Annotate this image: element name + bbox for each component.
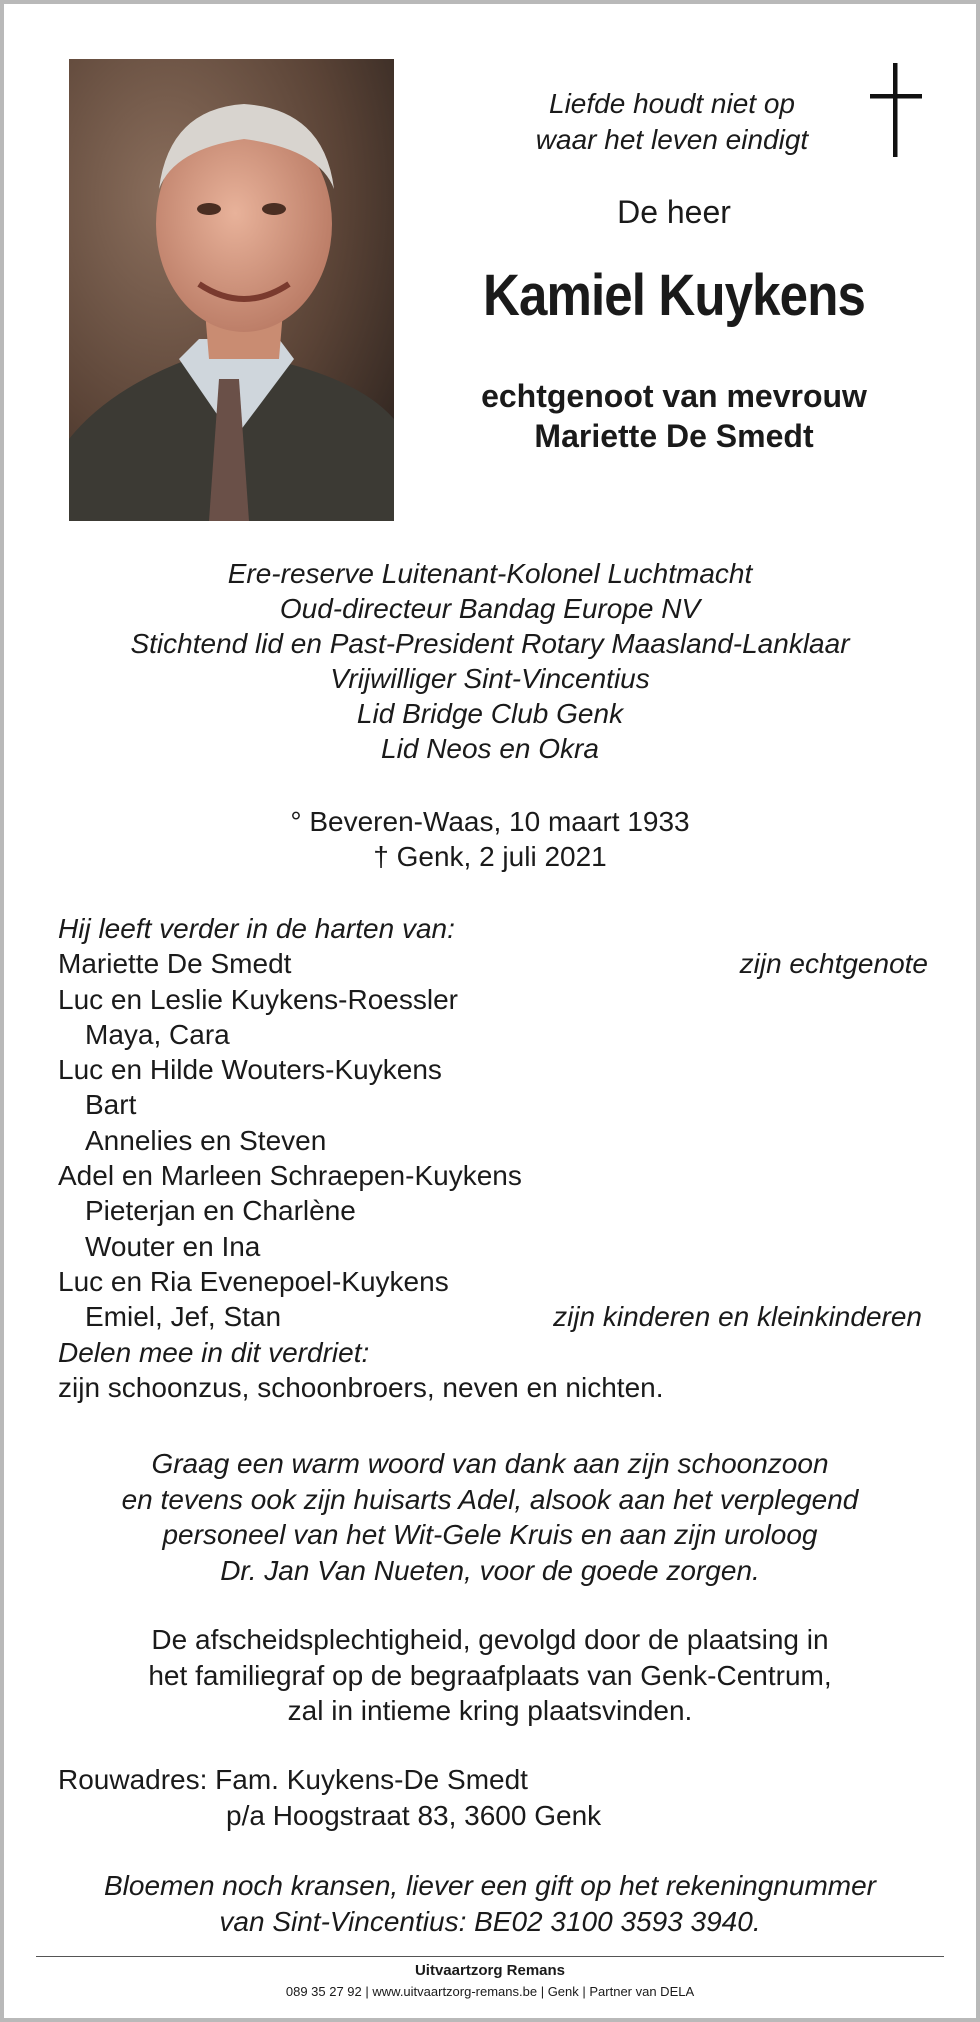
title-item: Lid Neos en Okra	[381, 733, 599, 764]
title-item: Oud-directeur Bandag Europe NV	[279, 593, 701, 624]
motto-line: waar het leven eindigt	[535, 124, 809, 155]
life-dates	[4, 804, 976, 874]
thanks-line: en tevens ook zijn huisarts Adel, alsook aan het verplegend	[121, 1483, 859, 1515]
ceremony-line: De afscheidsplechtigheid, gevolgd door de plaatsing in	[151, 1624, 829, 1655]
death-date: † Genk, 2 juli 2021	[373, 841, 607, 872]
mourning-address	[58, 1762, 601, 1834]
thanks-text	[4, 1446, 976, 1588]
cross-icon	[866, 59, 926, 159]
title-item: Stichtend lid en Past-President Rotary Maasland-Lanklaar	[130, 628, 850, 659]
title-item: Vrijwilliger Sint-Vincentius	[330, 663, 650, 694]
family-row	[58, 1193, 928, 1228]
thanks-line: Graag een warm woord van dank aan zijn schoonzoon	[151, 1448, 829, 1479]
footer-contact: 089 35 27 92 | www.uitvaartzorg-remans.be | Genk | Partner van DELA	[285, 1984, 695, 1999]
family-name: Wouter en Ina	[85, 1230, 261, 1262]
birth-date: ° Beveren-Waas, 10 maart 1933	[290, 806, 690, 837]
spouse-label: echtgenoot van mevrouw	[481, 378, 867, 414]
family-name: Luc en Hilde Wouters-Kuykens	[58, 1054, 442, 1086]
portrait-photo	[69, 59, 394, 521]
family-name: Pieterjan en Charlène	[85, 1195, 356, 1227]
family-row	[58, 1229, 928, 1264]
titles-list	[4, 556, 976, 766]
flowers-line: Bloemen noch kransen, liever een gift op het rekeningnummer	[104, 1870, 876, 1901]
family-row	[58, 982, 928, 1017]
title-item: Ere-reserve Luitenant-Kolonel Luchtmacht	[227, 558, 753, 589]
family-row	[58, 946, 928, 981]
flowers-line: van Sint-Vincentius: BE02 3100 3593 3940.	[219, 1906, 761, 1937]
title-item: Lid Bridge Club Genk	[356, 698, 624, 729]
family-row	[58, 1299, 928, 1334]
spouse-line	[434, 376, 914, 456]
spouse-name: Mariette De Smedt	[534, 418, 814, 454]
family-row	[58, 1017, 928, 1052]
family-name: Luc en Ria Evenepoel-Kuykens	[58, 1265, 449, 1297]
family-name: Emiel, Jef, Stan	[85, 1301, 282, 1333]
footer-divider	[36, 1956, 944, 1957]
family-name: Annelies en Steven	[85, 1124, 327, 1156]
ceremony-line: het familiegraf op de begraafplaats van Genk-Centrum,	[148, 1659, 832, 1691]
family-name: Adel en Marleen Schraepen-Kuykens	[58, 1160, 522, 1192]
family-row	[58, 1264, 928, 1299]
name-prefix: De heer	[617, 194, 731, 230]
address-line: Rouwadres: Fam. Kuykens-De Smedt	[58, 1764, 528, 1795]
thanks-line: personeel van het Wit-Gele Kruis en aan zijn uroloog	[162, 1519, 818, 1550]
family-row	[58, 1052, 928, 1087]
family-name: Maya, Cara	[85, 1018, 230, 1050]
share-intro: Delen mee in dit verdriet:	[58, 1336, 370, 1368]
address-line: p/a Hoogstraat 83, 3600 Genk	[226, 1800, 602, 1831]
family-row	[58, 1087, 928, 1122]
relation-label: zijn echtgenote	[739, 948, 928, 980]
flowers-note	[4, 1868, 976, 1940]
family-row	[58, 1123, 928, 1158]
family-name: Luc en Leslie Kuykens-Roessler	[58, 983, 458, 1015]
family-name: Bart	[85, 1089, 137, 1121]
relation-label: zijn kinderen en kleinkinderen	[553, 1301, 922, 1333]
share-text: zijn schoonzus, schoonbroers, neven en nichten.	[58, 1371, 664, 1403]
ceremony-text	[4, 1622, 976, 1729]
family-row	[58, 1158, 928, 1193]
motto	[482, 86, 862, 158]
family-intro: Hij leeft verder in de harten van:	[58, 913, 455, 944]
motto-line: Liefde houdt niet op	[549, 88, 795, 119]
family-list	[58, 911, 928, 1405]
thanks-line: Dr. Jan Van Nueten, voor de goede zorgen.	[220, 1554, 760, 1586]
footer-company: Uitvaartzorg Remans	[414, 1962, 566, 1979]
family-name: Mariette De Smedt	[58, 948, 292, 980]
deceased-name: Kamiel Kuykens	[482, 263, 866, 328]
ceremony-line: zal in intieme kring plaatsvinden.	[287, 1695, 693, 1726]
